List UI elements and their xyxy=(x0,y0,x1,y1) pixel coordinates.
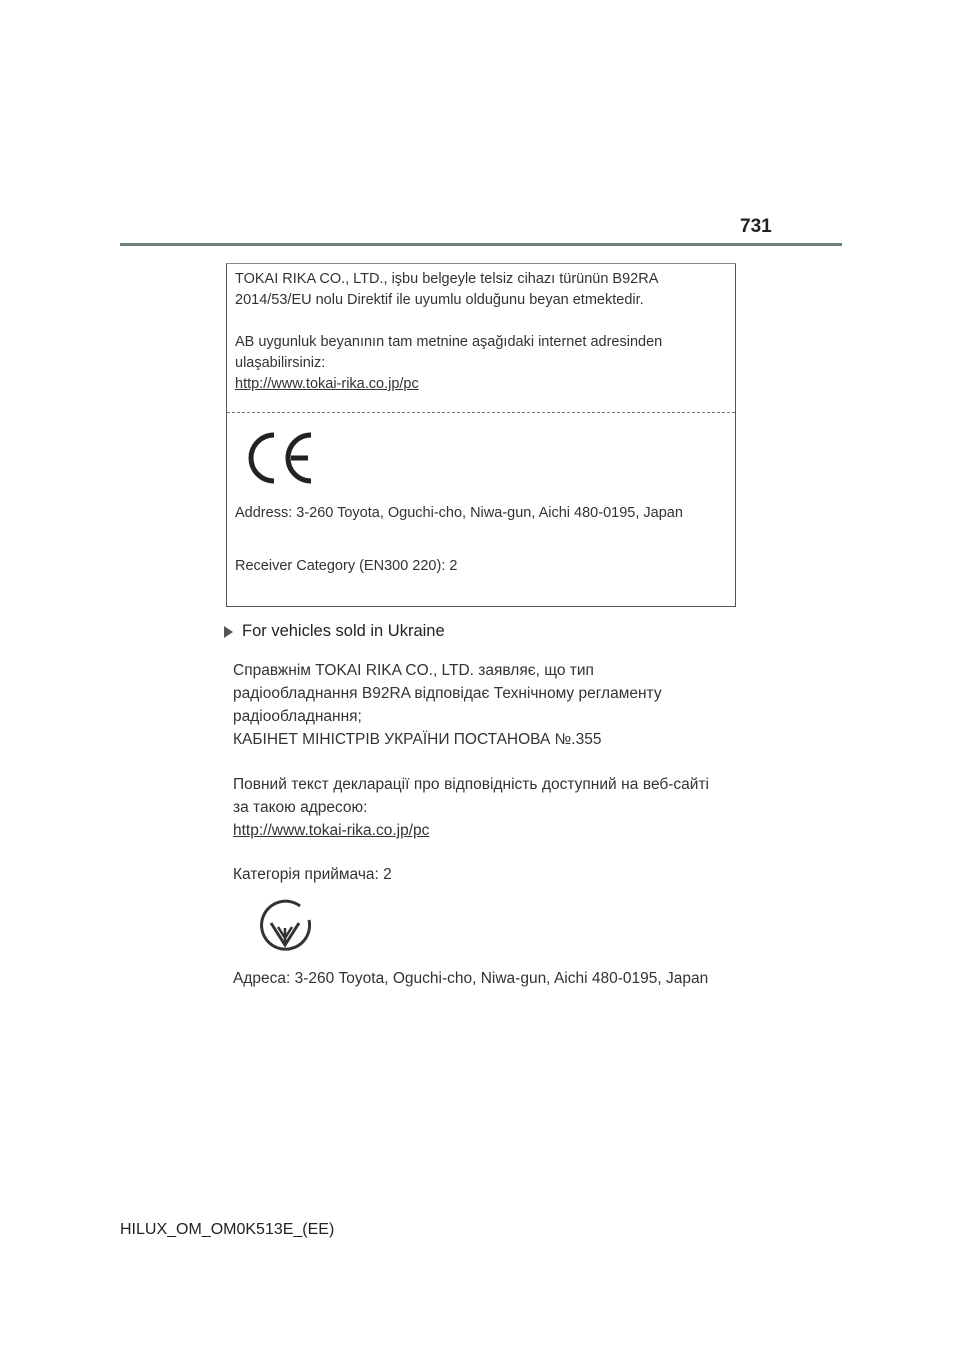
manufacturer-address: Address: 3-260 Toyota, Oguchi-cho, Niwa-gun, Aichi 480-0195, Japan xyxy=(235,505,683,521)
ukraine-line-3: радіообладнання; xyxy=(233,708,362,725)
turkish-declaration-text: TOKAI RIKA CO., LTD., işbu belgeyle telsiz cihazı türünün B92RA 2014/53/EU nolu Direktif ile uyumlu olduğunu beyan etmektedir. xyxy=(235,271,658,308)
ukraine-declaration xyxy=(233,659,709,751)
ukraine-address-section xyxy=(233,967,709,990)
receiver-category: Receiver Category (EN300 220): 2 xyxy=(235,558,458,574)
turkish-declaration-section xyxy=(235,269,729,395)
ukraine-line-2: радіообладнання B92RA відповідає Технічному регламенту xyxy=(233,685,662,702)
turkish-access-text: AB uygunluk beyanının tam metnine aşağıdaki internet adresinden ulaşabilirsiniz: xyxy=(235,334,663,371)
ukraine-receiver-section xyxy=(233,863,709,886)
triangle-bullet-icon xyxy=(224,626,233,638)
ukraine-section-heading xyxy=(224,622,445,641)
ukraine-declaration-link[interactable]: http://www.tokai-rika.co.jp/pc xyxy=(233,822,430,839)
ce-mark-icon xyxy=(247,430,317,491)
page-number: 731 xyxy=(740,216,772,237)
ukraine-conformity-mark-icon xyxy=(256,898,314,961)
ukraine-full-text-section xyxy=(233,773,709,842)
turkish-certification-box xyxy=(226,263,736,607)
ukraine-line-1: Справжнім TOKAI RIKA CO., LTD. заявляє, що тип xyxy=(233,662,594,679)
ukraine-heading-text: For vehicles sold in Ukraine xyxy=(242,622,445,640)
document-footer-code: HILUX_OM_OM0K513E_(EE) xyxy=(120,1221,335,1238)
header-rule xyxy=(120,243,842,246)
ukraine-full-text: Повний текст декларації про відповідність доступний на веб-сайті за такою адресою: xyxy=(233,776,709,816)
ukraine-address: Адреса: 3-260 Toyota, Oguchi-cho, Niwa-gun, Aichi 480-0195, Japan xyxy=(233,970,709,987)
ukraine-line-4: КАБІНЕТ МІНІСТРІВ УКРАЇНИ ПОСТАНОВА №.355 xyxy=(233,731,602,748)
ukraine-receiver-category: Категорія приймача: 2 xyxy=(233,866,392,883)
dashed-divider xyxy=(227,412,735,413)
turkish-declaration-link[interactable]: http://www.tokai-rika.co.jp/pc xyxy=(235,376,419,392)
